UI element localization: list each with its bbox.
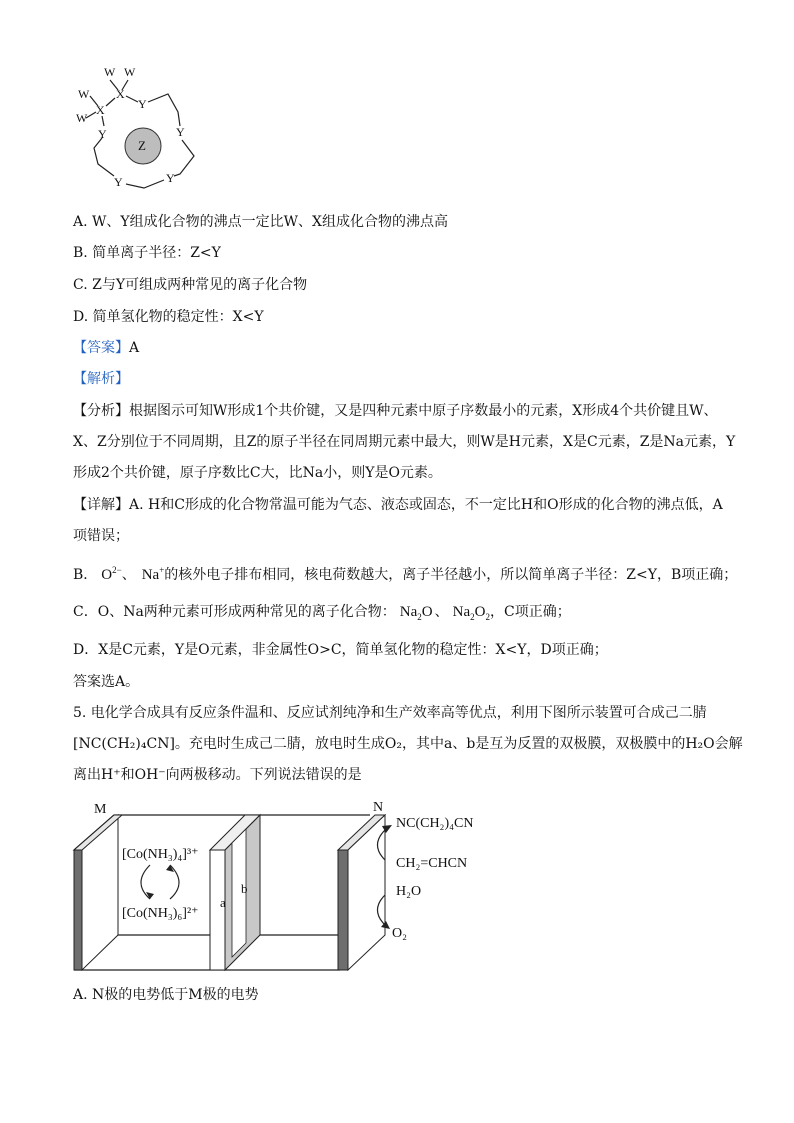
na2o2-sub2: 2 (485, 612, 490, 622)
atom-label-y: Y (114, 175, 123, 189)
na2o2-o: O (474, 604, 486, 620)
answer-label: 【答案】 (73, 340, 129, 356)
complex-label-2: [Co(NH₃)₆]²⁺ (122, 906, 199, 921)
membrane-a-label: a (220, 895, 226, 910)
atom-label-w: W (78, 87, 90, 101)
na2o-sub: 2 (417, 612, 422, 622)
q4-answer (73, 338, 139, 358)
q5-option-a: A. N极的电势低于M极的电势 (73, 987, 259, 1003)
ion-na-symbol: Na (141, 567, 160, 583)
analysis-fenxi-line1: 【分析】根据图示可知W形成1个共价键，又是四种元素中原子序数最小的元素，X形成4个共价键且W、 (73, 403, 718, 419)
q4-option-c: C. Z与Y可组成两种常见的离子化合物 (73, 277, 308, 293)
reactant-acrylonitrile: CH₂=CHCN (396, 856, 468, 871)
analysis-heading: 【解析】 (73, 371, 129, 387)
atom-label-y: Y (166, 171, 175, 185)
q4-option-d: D. 简单氢化物的稳定性：X<Y (73, 309, 264, 325)
q5-stem-line1: 5. 电化学合成具有反应条件温和、反应试剂纯净和生产效率高等优点，利用下图所示装置可合成己二腈 (73, 705, 707, 721)
atom-label-w: W (76, 111, 88, 125)
q4-option-b: B. 简单离子半径：Z<Y (73, 245, 221, 261)
ion-o-symbol: O (101, 567, 113, 583)
b-text: 的核外电子排布相同，核电荷数越大，离子半径越小，所以简单离子半径：Z<Y，B项正确； (164, 567, 738, 583)
atom-label-x: X (96, 103, 105, 117)
atom-label-z: Z (138, 138, 146, 153)
q4-option-a: A. W、Y组成化合物的沸点一定比W、X组成化合物的沸点高 (73, 214, 448, 230)
q5-stem-line3: 离出H⁺和OH⁻向两极移动。下列说法错误的是 (73, 767, 362, 783)
analysis-detail-a-line2: 项错误； (73, 528, 129, 544)
atom-label-x: X (116, 87, 125, 101)
ion-o (101, 567, 121, 583)
ion-na (142, 567, 165, 583)
atom-label-w: W (124, 65, 136, 79)
answer-value: A (129, 340, 140, 356)
c-text: C．O、Na两种元素可形成两种常见的离子化合物： (73, 604, 396, 620)
membrane-b-label: b (241, 881, 248, 896)
product-oxygen: O₂ (392, 926, 407, 941)
analysis-conclusion: 答案选A。 (73, 674, 140, 690)
reactant-water: H₂O (396, 884, 422, 899)
compound-na2o2 (453, 604, 490, 620)
electrode-n-label: N (373, 800, 384, 815)
analysis-detail-a-line1: 【详解】A. H和C形成的化合物常温可能为气态、液态或固态，不一定比H和O形成的化合物的沸点低，A (73, 497, 723, 513)
electrolysis-diagram (70, 795, 510, 975)
product-adiponitrile: NC(CH₂)₄CN (396, 816, 474, 831)
atom-label-y: Y (98, 127, 107, 141)
analysis-fenxi-line3: 形成2个共价键，原子序数比C大，比Na小，则Y是O元素。 (73, 465, 442, 481)
analysis-fenxi-line2: X、Z分别位于不同周期，且Z的原子半径在同周期元素中最大，则W是H元素，X是C元素，Z是Na元素，Y (73, 434, 736, 450)
atom-label-y: Y (176, 125, 185, 139)
c-end: ，C项正确； (489, 604, 571, 620)
atom-label-y: Y (138, 97, 147, 111)
na2o-na: Na (399, 604, 418, 620)
na2o-o: O (421, 604, 433, 620)
molecule-figure (70, 60, 220, 200)
compound-na2o (400, 604, 433, 620)
na2o2-sub1: 2 (470, 612, 475, 622)
na2o2-na: Na (452, 604, 471, 620)
analysis-detail-c (73, 602, 571, 627)
b-separator: 、 (121, 567, 136, 583)
atom-label-w: W (104, 65, 116, 79)
complex-label-1: [Co(NH₃)₄]³⁺ (122, 847, 199, 862)
b-prefix: B． (73, 567, 98, 583)
analysis-detail-d: D．X是C元素，Y是O元素，非金属性O>C，简单氢化物的稳定性：X<Y，D项正确； (73, 642, 608, 658)
ion-o-charge: 2− (112, 565, 122, 575)
analysis-detail-b (73, 560, 737, 585)
c-separator: 、 (434, 604, 449, 620)
q5-stem-line2: [NC(CH₂)₄CN]。充电时生成己二腈，放电时生成O₂，其中a、b是互为反置的双极膜，双极膜中的H₂O会解 (73, 736, 743, 752)
ion-na-charge: + (159, 565, 165, 575)
electrode-m-label: M (94, 802, 107, 817)
